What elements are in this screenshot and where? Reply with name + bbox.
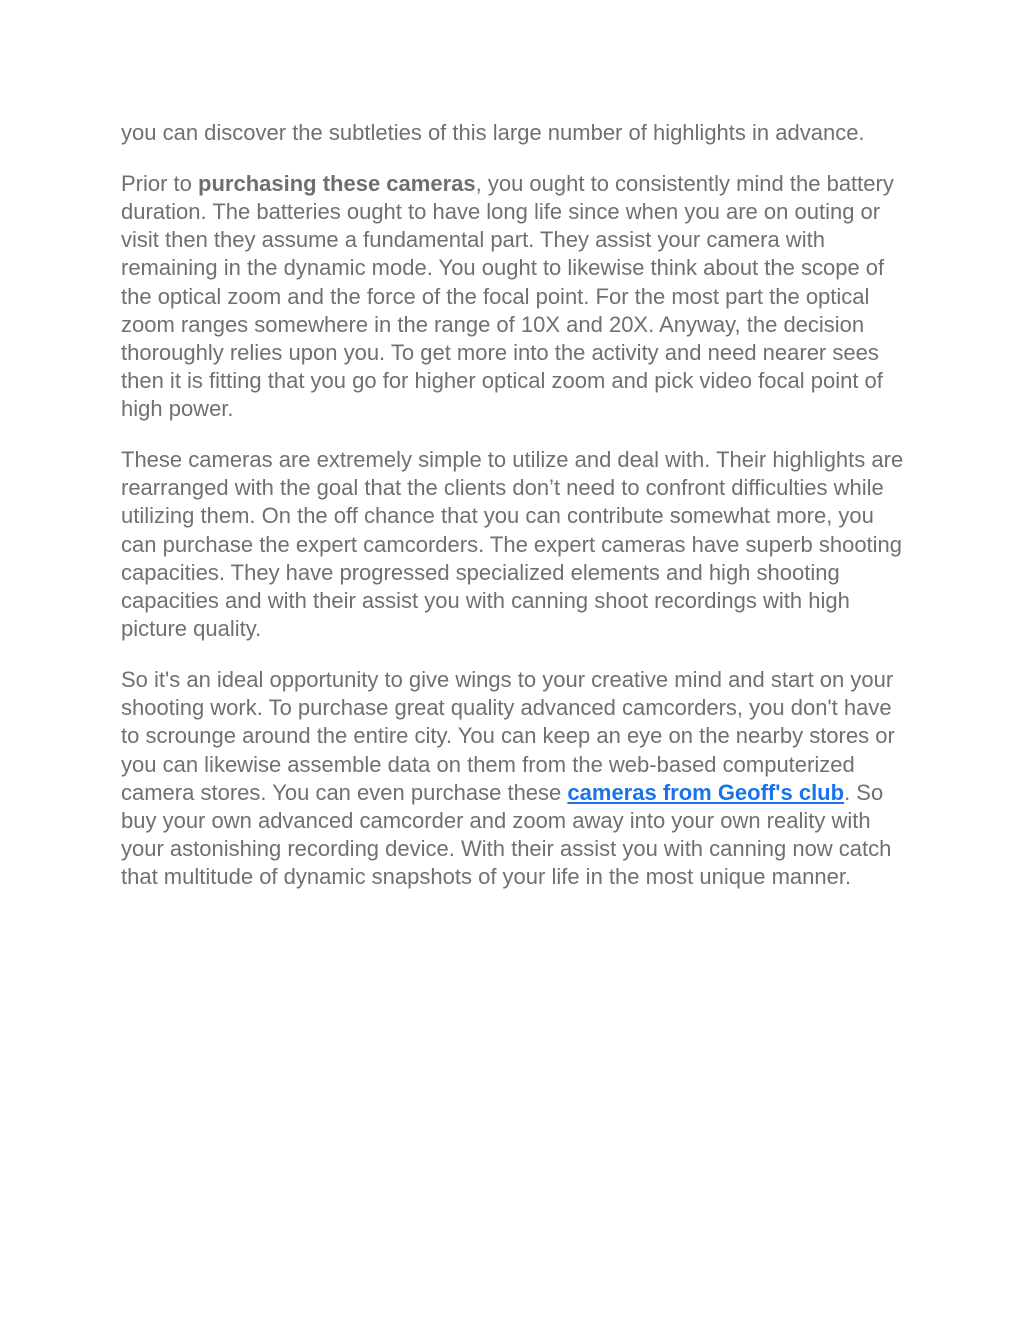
paragraph-4 — [121, 666, 911, 892]
paragraph-2-intro: Prior to — [121, 170, 199, 196]
paragraph-2 — [121, 170, 911, 424]
paragraph-4-intro: So it's an ideal opportunity to give wings to your creative mind and start on your shooting work. To purchase great quality advanced camcorders, you don't have to scrounge around the entire city. You can keep an eye on the nearby stores or you can likewise assemble data on them from the web-based computerized camera stores. You can even purchase these — [121, 666, 895, 805]
paragraph-3: These cameras are extremely simple to utilize and deal with. Their highlights are rearranged with the goal that the clients don’t need to confront difficulties while utilizing them. On the off chance that you can contribute somewhat more, you can purchase the expert camcorders. The expert cameras have superb shooting capacities. They have progressed specialized elements and high shooting capacities and with their assist you with canning shoot recordings with high picture quality. — [121, 447, 904, 642]
paragraph-4-body: . So buy your own advanced camcorder and zoom away into your own reality with your astonishing recording device. With their assist you with canning now catch that multitude of dynamic snapshots of your life in the most unique manner. — [121, 779, 892, 890]
paragraph-2-body: , you ought to consistently mind the battery duration. The batteries ought to have long life since when you are on outing or visit then they assume a fundamental part. They assist your camera with remaining in the dynamic mode. You ought to likewise think about the scope of the optical zoom and the force of the focal point. For the most part the optical zoom ranges somewhere in the range of 10X and 20X. Anyway, the decision thoroughly relies upon you. To get more into the activity and need nearer sees then it is fitting that you go for higher optical zoom and pick video focal point of high power. — [121, 170, 894, 422]
document-page — [121, 119, 911, 914]
geoffs-club-link[interactable]: cameras from Geoff's club — [567, 779, 845, 805]
bold-phrase: purchasing these cameras — [198, 170, 476, 196]
paragraph-1: you can discover the subtleties of this large number of highlights in advance. — [121, 120, 865, 145]
